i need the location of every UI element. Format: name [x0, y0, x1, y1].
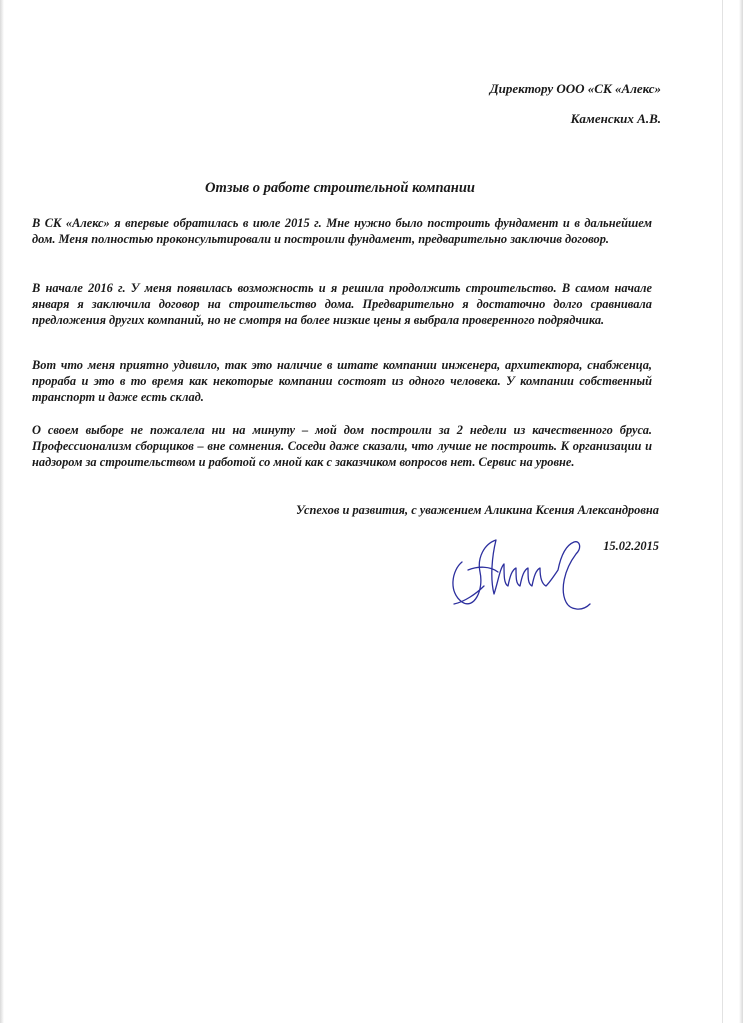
- paragraph-first-contact: В СК «Алекс» я впервые обратилась в июле 2015 г. Мне нужно было построить фундамент и в дальнейшем дом. Меня полностью проконсультировали и построили фундамент, предварительно заключив договор.: [32, 216, 652, 247]
- handwritten-signature: [444, 520, 604, 620]
- letter-date: 15.02.2015: [603, 539, 659, 553]
- paragraph-contract: В начале 2016 г. У меня появилась возможность и я решила продолжить строительство. В самом начале января я заключила договор на строительство дома. Предварительно я достаточно долго сравнивала предложения других компаний, но не смотря на более низкие цены я выбрала проверенного подрядчика.: [32, 281, 652, 328]
- addressee-name: Каменских А.В.: [570, 111, 661, 126]
- scan-edge-right: [739, 0, 743, 1023]
- closing-line: Успехов и развития, с уважением Аликина Ксения Александровна: [295, 503, 659, 517]
- scan-sheet-edge: [722, 0, 723, 1023]
- scan-edge-left: [0, 0, 4, 1023]
- addressee-position: Директору ООО «СК «Алекс»: [489, 81, 661, 96]
- paragraph-staff: Вот что меня приятно удивило, так это наличие в штате компании инженера, архитектора, снабженца, прораба и это в то время как некоторые компании состоят из одного человека. У компании собственный транспорт и даже есть склад.: [32, 358, 652, 405]
- paragraph-result: О своем выборе не пожалела ни на минуту – мой дом построили за 2 недели из качественного бруса. Профессионализм сборщиков – вне сомнения. Соседи даже сказали, что лучше не построить. К организации и надзором за строительством и работой со мной как с заказчиком вопросов нет. Сервис на уровне.: [32, 423, 652, 470]
- document-title: Отзыв о работе строительной компании: [205, 180, 475, 196]
